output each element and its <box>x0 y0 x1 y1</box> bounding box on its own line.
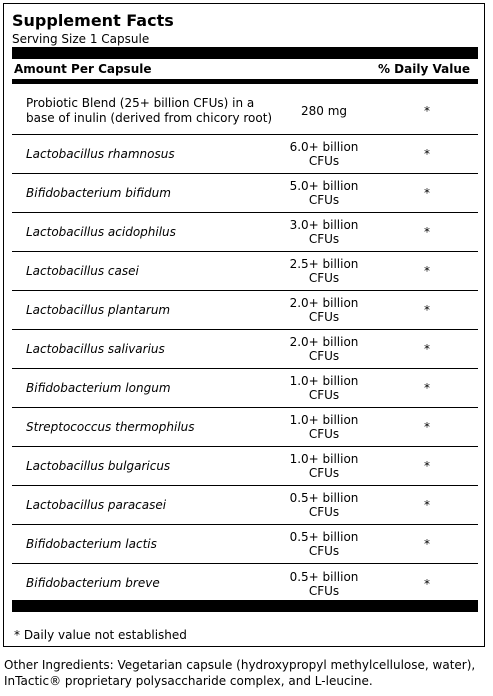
ingredient-amount: 3.0+ billion CFUs <box>289 218 359 246</box>
other-ingredients: Other Ingredients: Vegetarian capsule (hydroxypropyl methylcellulose, water), InTactic® proprietary polysaccharide complex, and L-leucine. <box>4 658 476 688</box>
ingredient-daily-value: * <box>424 498 430 512</box>
table-row <box>12 88 478 135</box>
ingredient-daily-value: * <box>424 147 430 161</box>
table-row <box>12 369 478 408</box>
table-row <box>12 408 478 447</box>
supplement-facts-panel <box>3 3 485 647</box>
ingredient-daily-value: * <box>424 225 430 239</box>
table-row <box>12 564 478 603</box>
ingredient-amount: 0.5+ billion CFUs <box>289 530 359 558</box>
ingredient-name: Bifidobacterium breve <box>26 576 160 590</box>
ingredient-daily-value: * <box>424 420 430 434</box>
ingredient-daily-value: * <box>424 342 430 356</box>
ingredient-amount: 1.0+ billion CFUs <box>289 374 359 402</box>
table-row <box>12 447 478 486</box>
amount-per-capsule-header: Amount Per Capsule <box>14 62 152 76</box>
ingredient-name: Lactobacillus salivarius <box>26 341 165 356</box>
ingredient-name: Lactobacillus rhamnosus <box>26 146 175 161</box>
bottom-divider-bar <box>12 600 478 612</box>
ingredient-daily-value: * <box>424 537 430 551</box>
ingredient-name: Lactobacillus casei <box>26 263 139 278</box>
ingredient-amount: 1.0+ billion CFUs <box>289 413 359 441</box>
ingredient-amount: 2.5+ billion CFUs <box>289 257 359 285</box>
ingredient-daily-value: * <box>424 381 430 395</box>
ingredient-daily-value: * <box>424 576 430 591</box>
ingredient-name: Bifidobacterium longum <box>26 380 171 395</box>
ingredient-amount: 5.0+ billion CFUs <box>289 179 359 207</box>
ingredient-amount: 0.5+ billion CFUs <box>289 491 359 519</box>
ingredient-daily-value: * <box>424 186 430 200</box>
ingredient-name: Lactobacillus plantarum <box>26 302 171 317</box>
ingredient-amount: 0.5+ billion CFUs <box>289 569 359 598</box>
daily-value-footnote: * Daily value not established <box>14 628 187 642</box>
ingredient-name: Streptococcus thermophilus <box>26 419 195 434</box>
table-row <box>12 213 478 252</box>
table-row <box>12 174 478 213</box>
serving-size: Serving Size 1 Capsule <box>12 32 150 46</box>
ingredient-name: Probiotic Blend (25+ billion CFUs) in a base of inulin (derived from chicory root) <box>26 96 273 125</box>
ingredient-amount: 2.0+ billion CFUs <box>289 296 359 324</box>
facts-title: Supplement Facts <box>12 11 174 30</box>
table-row <box>12 486 478 525</box>
ingredient-daily-value: * <box>424 264 430 278</box>
ingredient-name: Lactobacillus acidophilus <box>26 224 176 239</box>
table-row <box>12 330 478 369</box>
table-row <box>12 135 478 174</box>
ingredient-daily-value: * <box>424 104 430 118</box>
daily-value-header: % Daily Value <box>377 62 470 76</box>
ingredient-amount: 2.0+ billion CFUs <box>289 335 359 363</box>
table-row <box>12 252 478 291</box>
ingredient-amount: 6.0+ billion CFUs <box>289 140 359 168</box>
header-divider-bar <box>12 79 478 84</box>
top-divider-bar <box>12 47 478 59</box>
ingredient-name: Bifidobacterium bifidum <box>26 185 171 200</box>
table-row <box>12 291 478 330</box>
ingredient-name: Lactobacillus paracasei <box>26 497 167 512</box>
ingredient-daily-value: * <box>424 459 430 473</box>
ingredient-name: Bifidobacterium lactis <box>26 536 157 551</box>
ingredient-name: Lactobacillus bulgaricus <box>26 458 171 473</box>
ingredient-amount: 280 mg <box>300 104 348 118</box>
ingredient-amount: 1.0+ billion CFUs <box>289 452 359 480</box>
ingredient-daily-value: * <box>424 303 430 317</box>
table-row <box>12 525 478 564</box>
